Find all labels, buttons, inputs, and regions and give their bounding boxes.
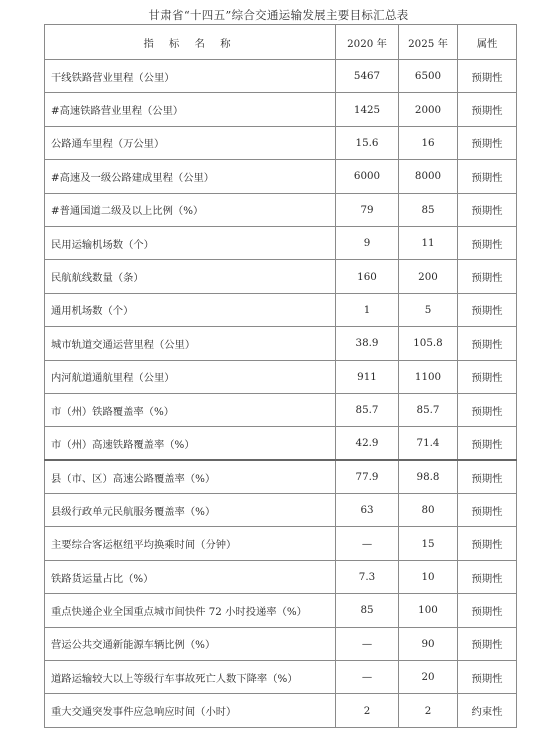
value-2020-cell: 160 (336, 260, 399, 293)
indicator-name-cell: 道路运输较大以上等级行车事故死亡人数下降率（%） (45, 661, 336, 694)
indicator-name-cell: 县级行政单元民航服务覆盖率（%） (45, 494, 336, 527)
table-row (45, 694, 517, 727)
attribute-cell: 预期性 (458, 60, 517, 93)
attribute-cell: 预期性 (458, 527, 517, 560)
value-2025-cell: 8000 (399, 160, 458, 193)
attribute-cell: 预期性 (458, 293, 517, 326)
value-2020-cell: — (336, 627, 399, 660)
attribute-cell: 预期性 (458, 627, 517, 660)
attribute-cell: 预期性 (458, 360, 517, 393)
table-row (45, 293, 517, 326)
attribute-cell: 预期性 (458, 126, 517, 159)
value-2020-cell: 85 (336, 594, 399, 627)
value-2020-cell: 5467 (336, 60, 399, 93)
value-2020-cell: 911 (336, 360, 399, 393)
value-2025-cell: 98.8 (399, 460, 458, 493)
indicator-name-cell: #普通国道二级及以上比例（%） (45, 193, 336, 226)
header-attribute: 属性 (458, 25, 517, 60)
value-2025-cell: 1100 (399, 360, 458, 393)
table-row (45, 661, 517, 694)
table-row (45, 60, 517, 93)
attribute-cell: 预期性 (458, 226, 517, 259)
attribute-cell: 约束性 (458, 694, 517, 727)
value-2020-cell: 77.9 (336, 460, 399, 493)
table-row (45, 594, 517, 627)
value-2020-cell: 2 (336, 694, 399, 727)
table-row (45, 327, 517, 360)
indicator-name-cell: 重点快递企业全国重点城市间快件 72 小时投递率（%） (45, 594, 336, 627)
value-2020-cell: 79 (336, 193, 399, 226)
indicator-name-cell: 铁路货运量占比（%） (45, 560, 336, 593)
table-body (45, 60, 517, 728)
header-row (45, 25, 517, 60)
value-2025-cell: 85 (399, 193, 458, 226)
value-2020-cell: 7.3 (336, 560, 399, 593)
table-row (45, 427, 517, 460)
value-2025-cell: 90 (399, 627, 458, 660)
value-2020-cell: 38.9 (336, 327, 399, 360)
indicator-name-cell: 营运公共交通新能源车辆比例（%） (45, 627, 336, 660)
value-2020-cell: 1425 (336, 93, 399, 126)
indicator-name-cell: 内河航道通航里程（公里） (45, 360, 336, 393)
table-row (45, 560, 517, 593)
indicator-name-cell: 市（州）高速铁路覆盖率（%） (45, 427, 336, 460)
value-2020-cell: 63 (336, 494, 399, 527)
value-2020-cell: — (336, 527, 399, 560)
indicator-name-cell: 城市轨道交通运营里程（公里） (45, 327, 336, 360)
indicator-name-cell: 公路通车里程（万公里） (45, 126, 336, 159)
indicator-name-cell: 民用运输机场数（个） (45, 226, 336, 259)
attribute-cell: 预期性 (458, 460, 517, 493)
indicator-name-cell: 民航航线数量（条） (45, 260, 336, 293)
value-2025-cell: 71.4 (399, 427, 458, 460)
table-row (45, 460, 517, 493)
value-2025-cell: 80 (399, 494, 458, 527)
attribute-cell: 预期性 (458, 260, 517, 293)
indicator-name-cell: 主要综合客运枢纽平均换乘时间（分钟） (45, 527, 336, 560)
table-row (45, 160, 517, 193)
table-row (45, 260, 517, 293)
table-row (45, 360, 517, 393)
header-2025: 2025 年 (399, 25, 458, 60)
table-row (45, 226, 517, 259)
attribute-cell: 预期性 (458, 327, 517, 360)
targets-table (44, 24, 517, 728)
value-2025-cell: 5 (399, 293, 458, 326)
indicator-name-cell: #高速铁路营业里程（公里） (45, 93, 336, 126)
attribute-cell: 预期性 (458, 93, 517, 126)
value-2020-cell: 42.9 (336, 427, 399, 460)
value-2025-cell: 200 (399, 260, 458, 293)
attribute-cell: 预期性 (458, 661, 517, 694)
header-indicator: 指 标 名 称 (45, 25, 336, 60)
value-2020-cell: 15.6 (336, 126, 399, 159)
value-2020-cell: 85.7 (336, 393, 399, 426)
value-2025-cell: 105.8 (399, 327, 458, 360)
table-row (45, 527, 517, 560)
value-2025-cell: 16 (399, 126, 458, 159)
indicator-name-cell: 通用机场数（个） (45, 293, 336, 326)
indicator-name-cell: #高速及一级公路建成里程（公里） (45, 160, 336, 193)
value-2025-cell: 85.7 (399, 393, 458, 426)
value-2020-cell: — (336, 661, 399, 694)
attribute-cell: 预期性 (458, 393, 517, 426)
attribute-cell: 预期性 (458, 560, 517, 593)
value-2020-cell: 1 (336, 293, 399, 326)
table-row (45, 93, 517, 126)
table-row (45, 193, 517, 226)
attribute-cell: 预期性 (458, 160, 517, 193)
table-row (45, 126, 517, 159)
value-2020-cell: 9 (336, 226, 399, 259)
value-2025-cell: 2 (399, 694, 458, 727)
indicator-name-cell: 重大交通突发事件应急响应时间（小时） (45, 694, 336, 727)
value-2025-cell: 6500 (399, 60, 458, 93)
value-2025-cell: 15 (399, 527, 458, 560)
attribute-cell: 预期性 (458, 427, 517, 460)
table-title: 甘肃省“十四五”综合交通运输发展主要目标汇总表 (148, 8, 409, 22)
table-row (45, 393, 517, 426)
value-2025-cell: 20 (399, 661, 458, 694)
value-2025-cell: 11 (399, 226, 458, 259)
value-2020-cell: 6000 (336, 160, 399, 193)
table-row (45, 627, 517, 660)
attribute-cell: 预期性 (458, 494, 517, 527)
value-2025-cell: 100 (399, 594, 458, 627)
table-row (45, 494, 517, 527)
attribute-cell: 预期性 (458, 594, 517, 627)
indicator-name-cell: 县（市、区）高速公路覆盖率（%） (45, 460, 336, 493)
value-2025-cell: 10 (399, 560, 458, 593)
attribute-cell: 预期性 (458, 193, 517, 226)
indicator-name-cell: 市（州）铁路覆盖率（%） (45, 393, 336, 426)
header-2020: 2020 年 (336, 25, 399, 60)
value-2025-cell: 2000 (399, 93, 458, 126)
indicator-name-cell: 干线铁路营业里程（公里） (45, 60, 336, 93)
